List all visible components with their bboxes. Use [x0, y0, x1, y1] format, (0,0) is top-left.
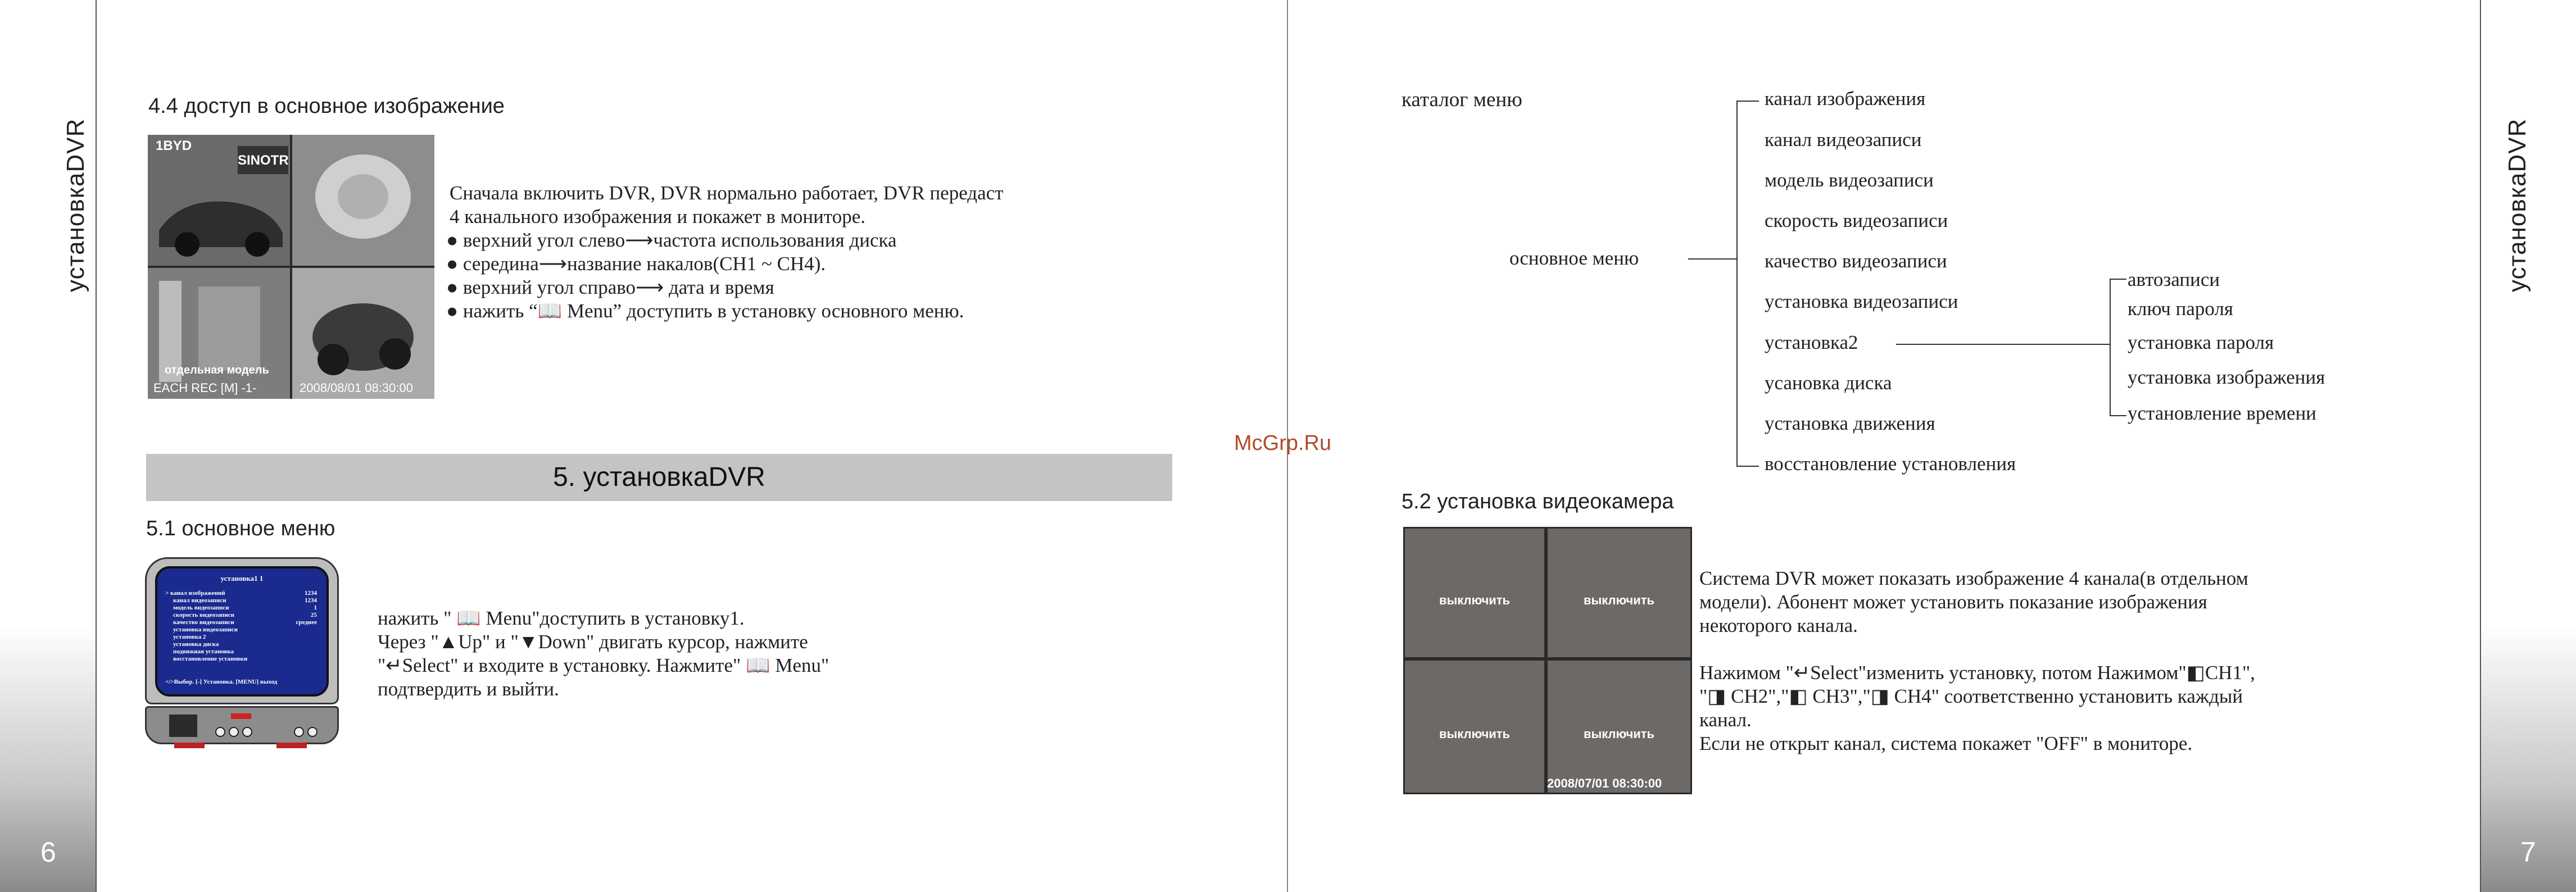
camera-cell-3	[1403, 659, 1546, 794]
monitor-row: канал видеозаписи 1234	[173, 597, 317, 604]
section-44-line: ● верхний угол справо⟶ дата и время	[446, 276, 774, 298]
menu-item: установка движения	[1765, 412, 1935, 434]
menu-item: установка2	[1765, 331, 1858, 353]
section-51-line: Через "▲Up" и "▼Down" двигать курсор, нажмите	[378, 631, 808, 653]
sub-menu-item: установка изображения	[2128, 366, 2325, 388]
section-52-text	[1699, 567, 2255, 756]
monitor-row: модель видеозаписи 1	[173, 604, 317, 611]
section-52-line: "◨ CH2","◧ CH3","◨ CH4" соответственно установить каждый	[1699, 685, 2243, 707]
monitor-foot	[174, 743, 205, 748]
section-52-line: канал.	[1699, 709, 1752, 731]
monitor-knob	[307, 727, 318, 737]
section-44-line: ● середина⟶название накалов(CH1 ~ CH4).	[446, 253, 826, 275]
section-44-line: ● верхний угол слево⟶частота использования диска	[446, 229, 897, 251]
menu-item: канал видеозаписи	[1765, 129, 1922, 151]
camera-cell-4	[1546, 659, 1692, 794]
monitor-base	[145, 706, 339, 744]
monitor-illustration	[145, 557, 339, 749]
section-52-line: модели). Абонент может установить показание изображения	[1699, 591, 2207, 613]
photo-mode-label: отдельная модель	[165, 364, 269, 376]
camera-cell-2	[1546, 527, 1692, 659]
menu-catalog-title: каталог меню	[1402, 88, 1522, 111]
section-44-line: Сначала включить DVR, DVR нормально работает, DVR передаст	[450, 182, 1004, 204]
monitor-row: > канал изображений 1234	[165, 590, 317, 597]
photo-sign: SINOTR	[238, 153, 289, 168]
menu-item: усановка диска	[1765, 372, 1892, 394]
photo-disk-usage: 1BYD	[156, 138, 192, 153]
section-52-heading: 5.2 установка видеокамера	[1402, 490, 1674, 513]
camera-cell-label: выключить	[1583, 593, 1655, 607]
section-52-line: Нажимом "↵Select"изменить установку, потом Нажимом"◧CH1",	[1699, 662, 2255, 684]
camera-grid	[1403, 527, 1692, 794]
monitor-knob	[229, 727, 239, 737]
sub-menu-item: установка пароля	[2128, 331, 2274, 353]
camera-timestamp: 2008/07/01 08:30:00	[1547, 776, 1662, 790]
left-sidebar	[0, 0, 97, 892]
monitor-row: скорость видеозаписи 25	[173, 612, 317, 618]
section-51-line: нажить " 📖 Menu"доступить в установку1.	[378, 607, 745, 629]
monitor-knob	[215, 727, 225, 737]
section-51-line: подтвердить и выйти.	[378, 678, 559, 700]
menu-item: канал изображения	[1765, 88, 1926, 110]
section-51-line: "↵Select" и входите в установку. Нажмите" 📖 Menu"	[378, 654, 829, 676]
menu-item: установка видеозаписи	[1765, 290, 1958, 312]
tree-tick-top	[1736, 101, 1759, 102]
tree-sub-tick-top	[2110, 279, 2126, 280]
monitor-knob	[294, 727, 304, 737]
tree-sub-connector	[1896, 344, 2110, 345]
section-52-line	[1699, 638, 2255, 661]
section-5-band: 5. установкаDVR	[146, 454, 1172, 501]
section-51-text	[378, 607, 829, 701]
sub-menu-item: ключ пароля	[2128, 298, 2234, 320]
tree-trunk	[1736, 101, 1738, 466]
four-channel-photo	[148, 135, 434, 399]
photo-status-left: EACH REC [M] -1-	[153, 381, 257, 395]
section-44-text	[446, 181, 1004, 323]
sub-menu-item: автозаписи	[2128, 268, 2220, 290]
camera-cell-1	[1403, 527, 1546, 659]
monitor-row: установка 2	[173, 634, 206, 640]
menu-root: основное меню	[1509, 247, 1639, 269]
menu-item: качество видеозаписи	[1765, 250, 1947, 272]
sub-menu-item: установление времени	[2128, 402, 2317, 424]
section-52-line: некоторого канала.	[1699, 615, 1858, 636]
right-side-title: установкаDVR	[2504, 118, 2531, 292]
menu-item: скорость видеозаписи	[1765, 210, 1948, 231]
section-51-heading: 5.1 основное меню	[146, 517, 335, 540]
section-52-line: Если не открыт канал, система покажет "OFF" в мониторе.	[1699, 732, 2193, 754]
monitor-knob	[242, 727, 252, 737]
monitor-menu-list	[165, 590, 317, 663]
camera-cell-label: выключить	[1439, 593, 1511, 607]
menu-item: модель видеозаписи	[1765, 169, 1934, 191]
photo-illustration	[148, 135, 434, 399]
monitor-power-block	[169, 714, 197, 737]
monitor-title: установка1 1	[220, 574, 264, 582]
right-sidebar	[2480, 0, 2576, 892]
section-44-line: 4 канального изображения и покажет в мониторе.	[450, 206, 866, 227]
tree-tick-bottom	[1736, 466, 1759, 467]
photo-status-right: 2008/08/01 08:30:00	[300, 381, 413, 395]
tree-sub-tick-bottom	[2110, 415, 2126, 416]
tree-root-connector	[1688, 258, 1736, 260]
section-44-line: ● нажить “📖 Menu” доступить в установку основного меню.	[446, 300, 964, 322]
left-page-number: 6	[40, 836, 56, 868]
monitor-screen	[155, 566, 329, 697]
monitor-row: установка диска	[173, 641, 219, 648]
monitor-footer: </>Выбор. [-] Установка. [MENU] выход	[165, 679, 278, 685]
camera-cell-label: выключить	[1583, 726, 1655, 741]
left-side-title: установкаDVR	[62, 118, 89, 292]
section-52-line: Система DVR может показать изображение 4 канала(в отдельном	[1699, 567, 2248, 589]
monitor-foot	[276, 743, 307, 748]
section-44-heading: 4.4 доступ в основное изображение	[148, 94, 505, 118]
right-page-number: 7	[2520, 836, 2536, 868]
menu-item: восстановление установления	[1765, 453, 2016, 475]
monitor-row: качество видеозаписи среднее	[173, 619, 317, 626]
monitor-row: подвижная установка	[173, 648, 234, 655]
tree-sub-trunk	[2110, 279, 2111, 416]
monitor-indicator	[231, 713, 251, 719]
watermark: McGrp.Ru	[1234, 431, 1332, 455]
monitor-row: восстановление установки	[173, 656, 248, 662]
camera-cell-label: выключить	[1439, 726, 1511, 741]
monitor-row: установка видеозаписи	[173, 626, 238, 633]
